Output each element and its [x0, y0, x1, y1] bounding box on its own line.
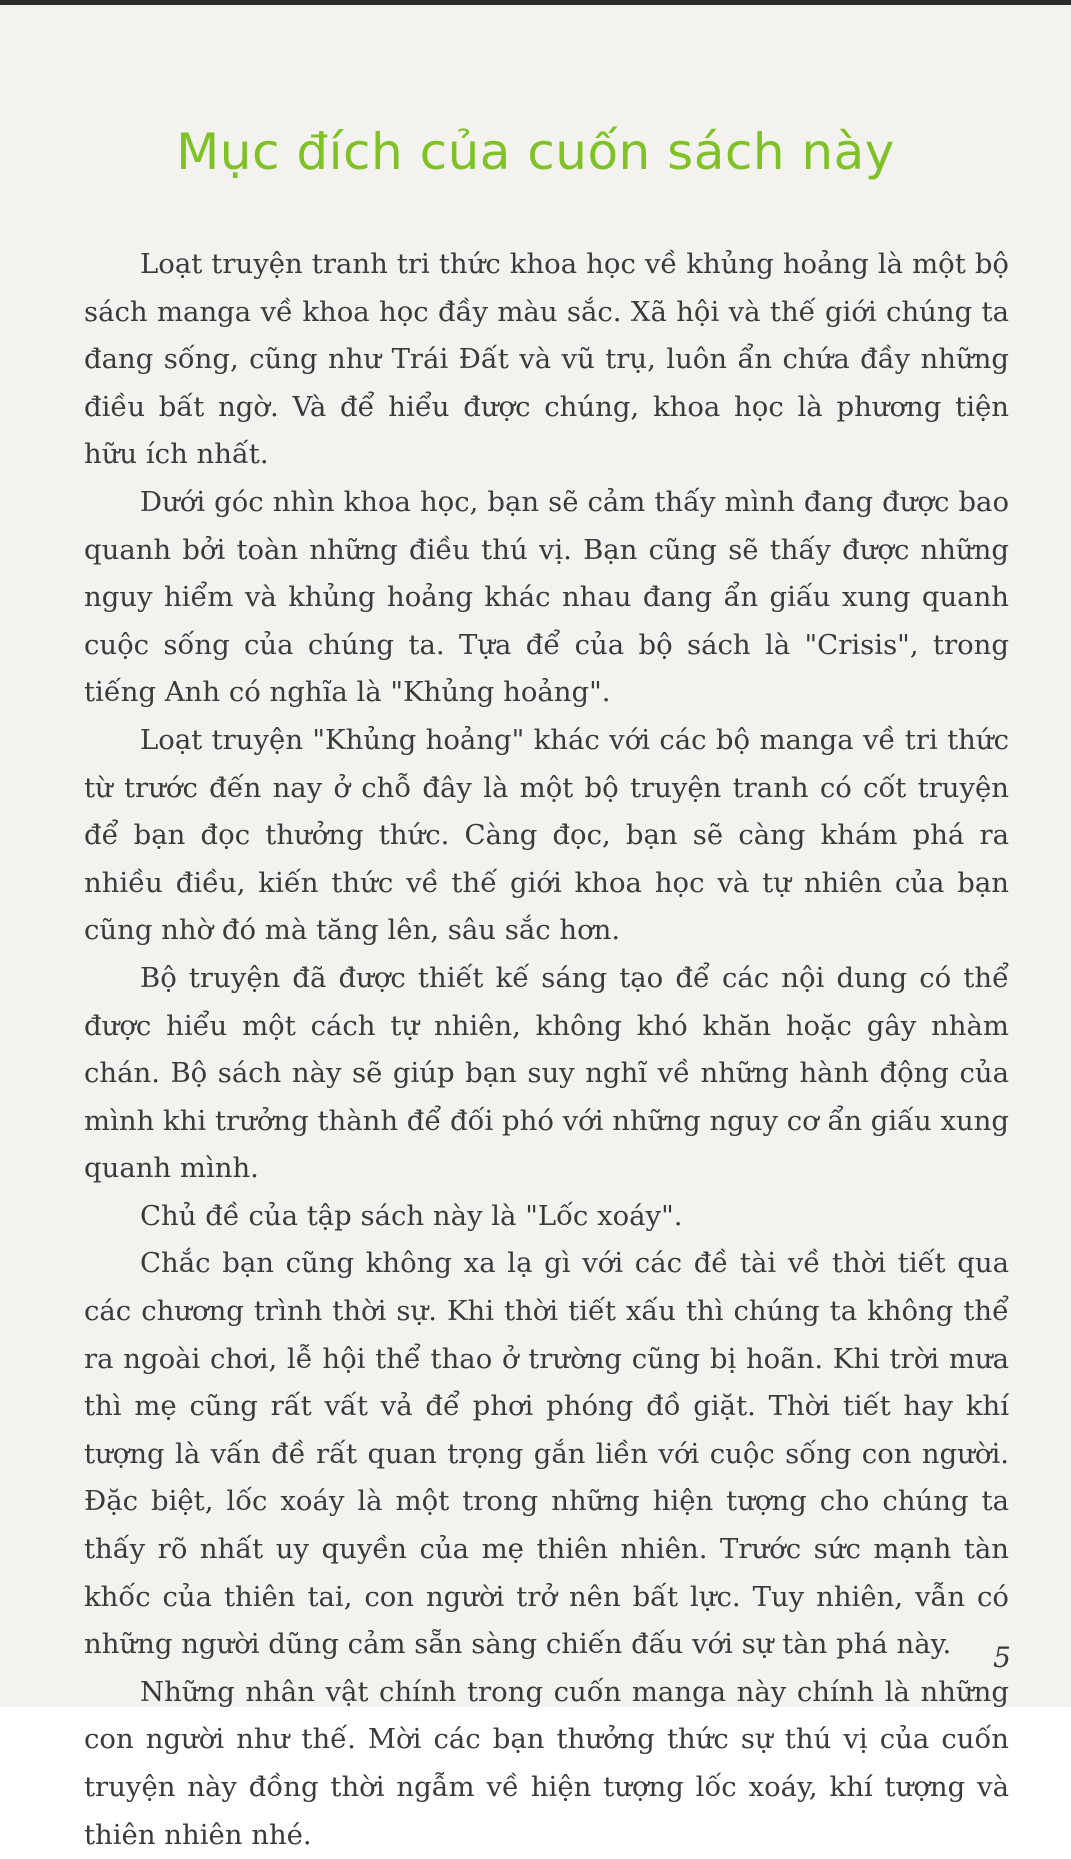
body-text — [84, 241, 1009, 1859]
paragraph-5: Chủ đề của tập sách này là "Lốc xoáy". — [140, 1199, 683, 1232]
paragraph-4: Bộ truyện đã được thiết kế sáng tạo để các nội dung có thể được hiểu một cách tự nhiên, không khó khăn hoặc gây nhàm chán. Bộ sách này sẽ giúp bạn suy nghĩ về những hành động của mình khi trưởng thành để đối phó với những nguy cơ ẩn giấu xung quanh mình. — [84, 961, 1009, 1185]
page-number: 5 — [993, 1641, 1011, 1674]
paragraph-7: Những nhân vật chính trong cuốn manga này chính là những con người như thế. Mời các bạn thưởng thức sự thú vị của cuốn truyện này đồng thời ngẫm về hiện tượng lốc xoáy, khí tượng và thiên nhiên nhé. — [84, 1675, 1009, 1851]
paragraph-3: Loạt truyện "Khủng hoảng" khác với các bộ manga về tri thức từ trước đến nay ở chỗ đây là một bộ truyện tranh có cốt truyện để bạn đọc thưởng thức. Càng đọc, bạn sẽ càng khám phá ra nhiều điều, kiến thức về thế giới khoa học và tự nhiên của bạn cũng nhờ đó mà tăng lên, sâu sắc hơn. — [84, 723, 1009, 947]
paragraph-1: Loạt truyện tranh tri thức khoa học về khủng hoảng là một bộ sách manga về khoa học đầy màu sắc. Xã hội và thế giới chúng ta đang sống, cũng như Trái Đất và vũ trụ, luôn ẩn chứa đầy những điều bất ngờ. Và để hiểu được chúng, khoa học là phương tiện hữu ích nhất. — [84, 248, 1009, 471]
page-title: Mục đích của cuốn sách này — [176, 123, 895, 181]
paragraph-6: Chắc bạn cũng không xa lạ gì với các đề tài về thời tiết qua các chương trình thời sự. Khi thời tiết xấu thì chúng ta không thể ra ngoài chơi, lễ hội thể thao ở trường cũng bị hoãn. Khi trời mưa thì mẹ cũng rất vất vả để phơi phóng đồ giặt. Thời tiết hay khí tượng là vấn đề rất quan trọng gắn liền với cuộc sống con người. Đặc biệt, lốc xoáy là một trong những hiện tượng cho chúng ta thấy rõ nhất uy quyền của mẹ thiên nhiên. Trước sức mạnh tàn khốc của thiên tai, con người trở nên bất lực. Tuy nhiên, vẫn có những người dũng cảm sẵn sàng chiến đấu với sự tàn phá này. — [84, 1247, 1009, 1661]
paragraph-2: Dưới góc nhìn khoa học, bạn sẽ cảm thấy mình đang được bao quanh bởi toàn những điều thú vị. Bạn cũng sẽ thấy được những nguy hiểm và khủng hoảng khác nhau đang ẩn giấu xung quanh cuộc sống của chúng ta. Tựa để của bộ sách là "Crisis", trong tiếng Anh có nghĩa là "Khủng hoảng". — [84, 485, 1009, 709]
